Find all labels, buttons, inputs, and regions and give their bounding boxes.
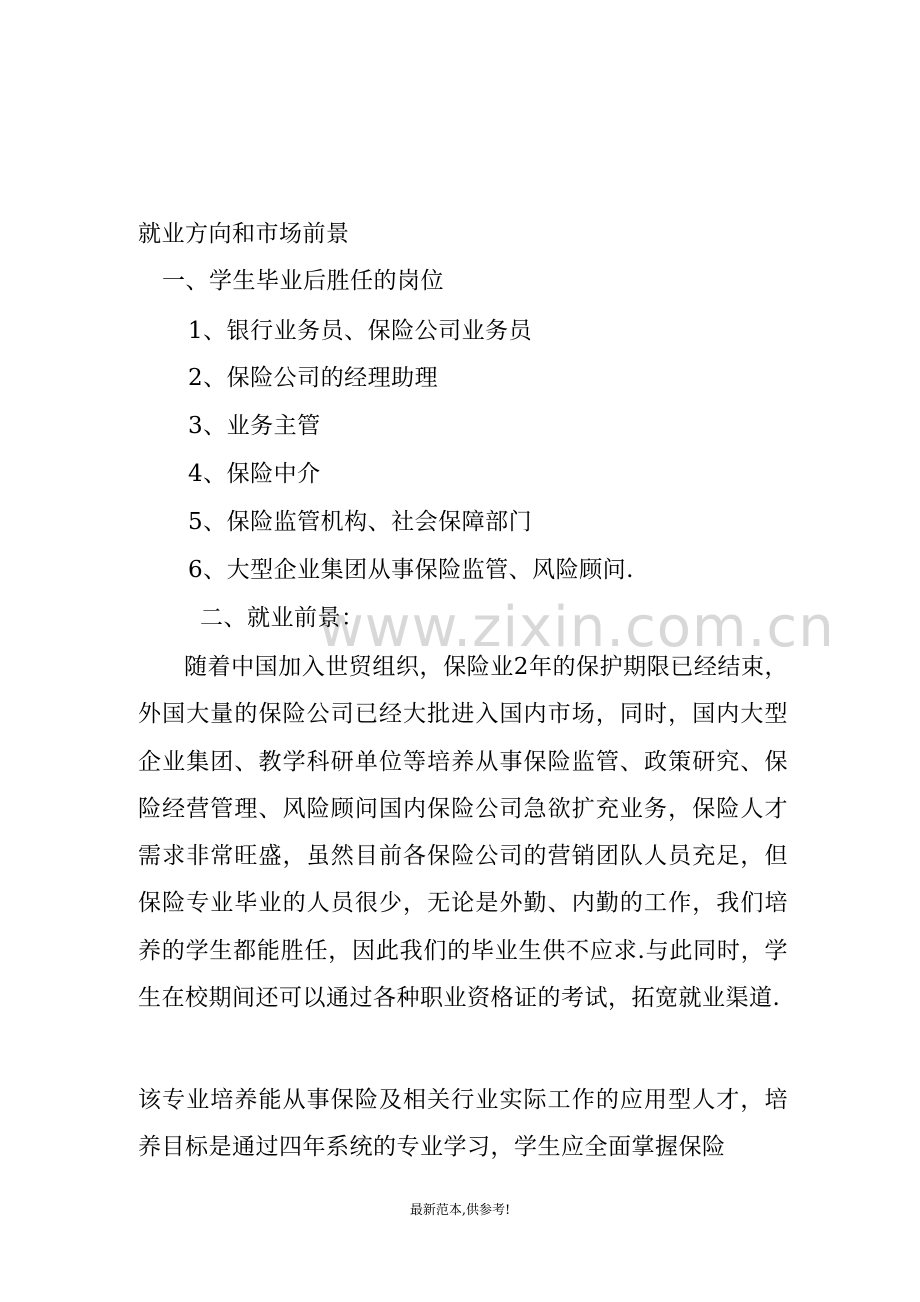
document-title: 就业方向和市场前景 (138, 221, 350, 247)
list-item: 3、业务主管 (188, 413, 321, 439)
list-item: 4、保险中介 (188, 461, 321, 487)
page-footer: 最新范本,供参考! (409, 1203, 511, 1218)
list-item: 1、银行业务员、保险公司业务员 (188, 318, 533, 344)
list-item: 6、大型企业集团从事保险监管、风险顾问. (188, 557, 634, 583)
section-heading-prospects: 二、就业前景： (200, 605, 365, 631)
section-heading-positions: 一、学生毕业后胜任的岗位 (162, 268, 444, 294)
watermark: www.zixin.com.cn (318, 595, 835, 660)
closing-paragraph: 该专业培养能从事保险及相关行业实际工作的应用型人才，培养目标是通过四年系统的专业学习，学生应全面掌握保险 (138, 1087, 788, 1161)
list-item: 2、保险公司的经理助理 (188, 365, 439, 391)
prospects-paragraph: 随着中国加入世贸组织，保险业2年的保护期限已经结束，外国大量的保险公司已经大批进入国内市场，同时，国内大型企业集团、教学科研单位等培养从事保险监管、政策研究、保险经营管理、风险顾问国内保险公司急欲扩充业务，保险人才需求非常旺盛，虽然目前各保险公司的营销团队人员充足，但保险专业毕业的人员很少，无论是外勤、内勤的工作，我们培养的学生都能胜任，因此我们的毕业生供不应求.与此同时，学生在校期间还可以通过各种职业资格证的考试，拓宽就业渠道. (138, 654, 788, 1012)
list-item: 5、保险监管机构、社会保障部门 (188, 509, 533, 535)
